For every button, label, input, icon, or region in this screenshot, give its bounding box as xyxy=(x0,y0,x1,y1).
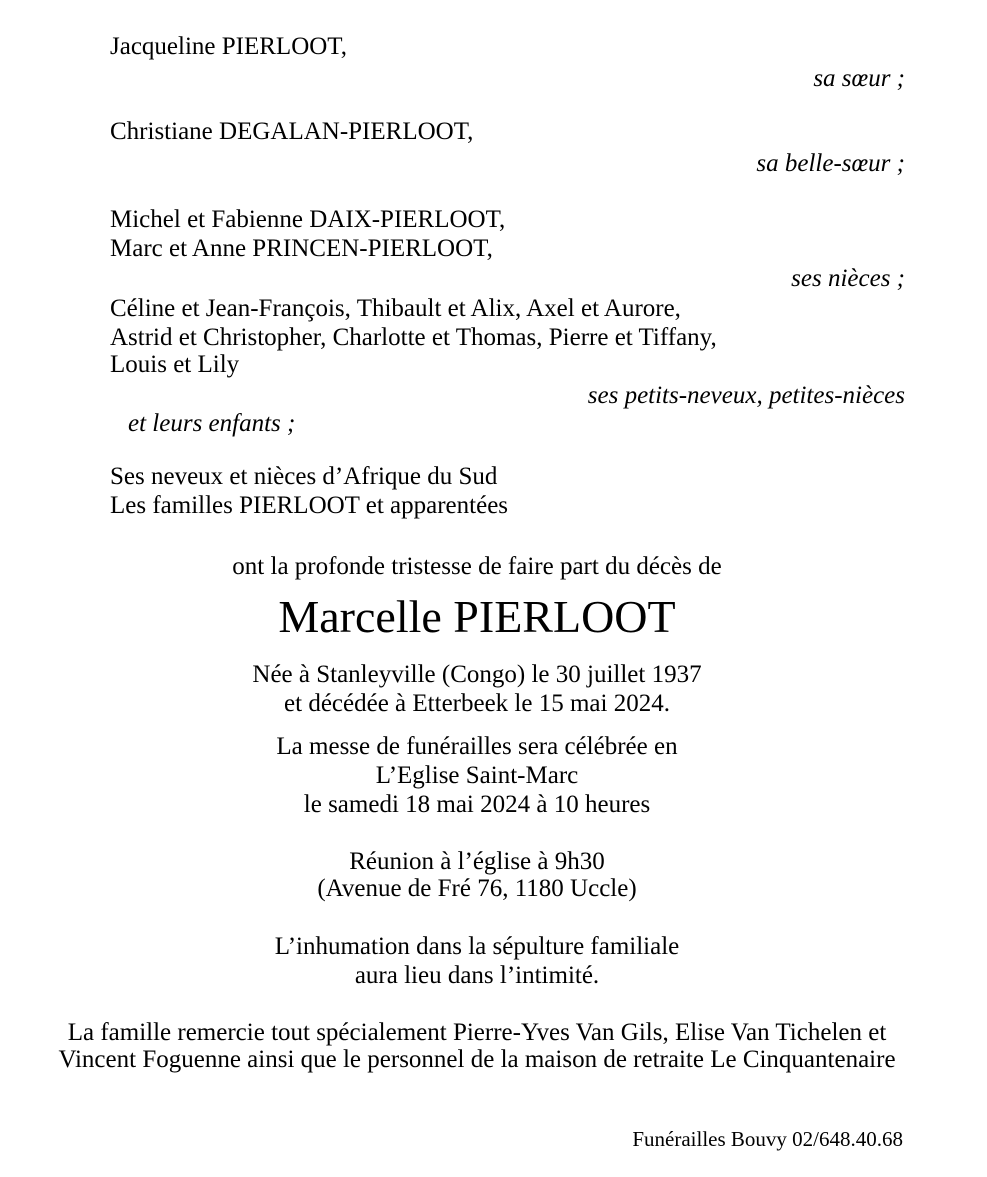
mourner-grand-nephews-name-3: Louis et Lily xyxy=(110,351,240,378)
burial-line-1: L’inhumation dans la sépulture familiale xyxy=(274,933,680,960)
birth-line: Née à Stanleyville (Congo) le 30 juillet 1937 xyxy=(252,661,702,688)
mass-line-2: L’Eglise Saint-Marc xyxy=(375,762,579,789)
relation-sister-label: sa sœur ; xyxy=(813,65,905,92)
thanks-line-2: Vincent Foguenne ainsi que le personnel de la maison de retraite Le Cinquantenaire xyxy=(58,1046,896,1073)
and-their-children-line: et leurs enfants ; xyxy=(128,410,296,437)
mourner-grand-nephews-name-2: Astrid et Christopher, Charlotte et Thomas, Pierre et Tiffany, xyxy=(110,324,717,351)
relation-nieces-label: ses nièces ; xyxy=(791,265,905,292)
mourner-niece-name-2: Marc et Anne PRINCEN-PIERLOOT, xyxy=(110,235,493,262)
mass-line-1: La messe de funérailles sera célébrée en xyxy=(276,733,678,760)
funeral-home-contact: Funérailles Bouvy 02/648.40.68 xyxy=(632,1127,903,1151)
death-line: et décédée à Etterbeek le 15 mai 2024. xyxy=(284,690,670,717)
announcement-line: ont la profonde tristesse de faire part du décès de xyxy=(232,553,722,580)
mourner-sister-name: Jacqueline PIERLOOT, xyxy=(110,33,347,60)
relation-sister-in-law-label: sa belle-sœur ; xyxy=(756,150,905,177)
relation-grand-nephews-label: ses petits-neveux, petites-nièces xyxy=(587,382,905,409)
related-families-line: Les familles PIERLOOT et apparentées xyxy=(110,492,509,519)
mass-line-3: le samedi 18 mai 2024 à 10 heures xyxy=(303,791,651,818)
mourner-niece-name-1: Michel et Fabienne DAIX-PIERLOOT, xyxy=(110,206,506,233)
mourner-sister-in-law-name: Christiane DEGALAN-PIERLOOT, xyxy=(110,118,474,145)
burial-line-2: aura lieu dans l’intimité. xyxy=(354,962,600,989)
mourner-grand-nephews-name-1: Céline et Jean-François, Thibault et Alix, Axel et Aurore, xyxy=(110,295,681,322)
meeting-line-1: Réunion à l’église à 9h30 xyxy=(349,848,605,875)
meeting-line-2: (Avenue de Fré 76, 1180 Uccle) xyxy=(317,875,637,902)
deceased-name: Marcelle PIERLOOT xyxy=(278,591,676,642)
thanks-line-1: La famille remercie tout spécialement Pierre-Yves Van Gils, Elise Van Tichelen et xyxy=(67,1019,887,1046)
nephews-south-africa-line: Ses neveux et nièces d’Afrique du Sud xyxy=(110,463,498,490)
